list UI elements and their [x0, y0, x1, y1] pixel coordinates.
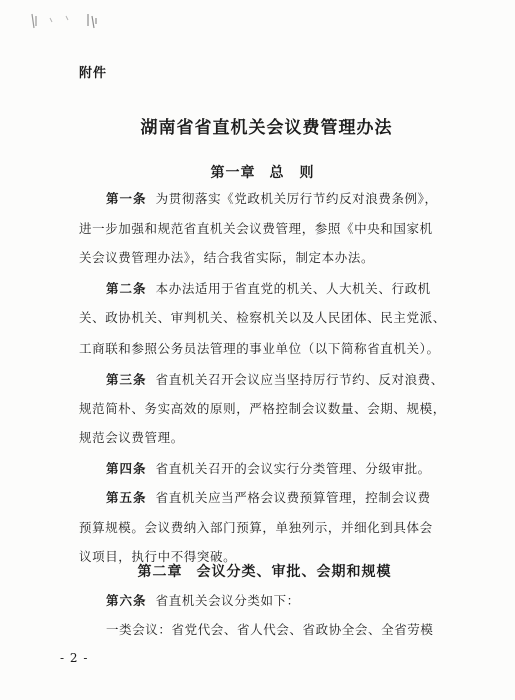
chapter-name: 总 则 — [269, 165, 315, 181]
article-5-line-3: 议项目，执行中不得突破。 — [79, 549, 237, 564]
article-3-line-3: 规范会议费管理。 — [79, 430, 184, 445]
page-number: - 2 - — [60, 651, 89, 665]
article-1-line-2: 进一步加强和规范省直机关会议费管理，参照《中央和国家机 — [79, 221, 433, 236]
chapter-name: 会议分类、审批、会期和规模 — [196, 564, 392, 580]
attachment-label: 附件 — [79, 66, 108, 81]
article-1-line-3: 关会议费管理办法》，结合我省实际，制定本办法。 — [79, 250, 375, 265]
chapter-heading-2 — [0, 561, 515, 581]
article-label: 第三条 — [106, 372, 147, 387]
chapter-number: 第一章 — [210, 165, 256, 181]
article-2-line-3: 工商联和参照公务员法管理的事业单位（以下简称省直机关）。 — [79, 341, 440, 356]
article-2-line-2: 关、政协机关、审判机关、检察机关以及人民团体、民主党派、 — [79, 310, 446, 325]
article-label: 第四条 — [106, 461, 147, 476]
article-3-line-2: 规范简朴、务实高效的原则，严格控制会议数量、会期、规模， — [79, 401, 446, 416]
article-5-line-2: 预算规模。会议费纳入部门预算，单独列示，并细化到具体会 — [79, 520, 433, 535]
category-1-line: 一类会议：省党代会、省人代会、省政协全会、全省劳模 — [106, 622, 434, 637]
article-3-line-1: 第三条 省直机关召开会议应当坚持厉行节约、反对浪费、 — [106, 372, 444, 387]
scan-artifact-marks — [28, 10, 108, 32]
chapter-number: 第二章 — [137, 564, 183, 580]
article-label: 第二条 — [106, 281, 147, 296]
article-label: 第一条 — [106, 191, 147, 206]
article-1-line-1: 第一条 为贯彻落实《党政机关厉行节约反对浪费条例》， — [106, 191, 438, 206]
article-4-line-1: 第四条 省直机关召开的会议实行分类管理、分级审批。 — [106, 461, 431, 476]
document-title: 湖南省省直机关会议费管理办法 — [140, 118, 393, 138]
article-label: 第六条 — [106, 593, 147, 608]
article-6-line-1: 第六条 省直机关会议分类如下： — [106, 593, 300, 608]
article-5-line-1: 第五条 省直机关应当严格会议费预算管理，控制会议费 — [106, 490, 431, 505]
article-2-line-1: 第二条 本办法适用于省直党的机关、人大机关、行政机 — [106, 281, 431, 296]
article-label: 第五条 — [106, 490, 147, 505]
chapter-heading-1 — [0, 162, 515, 182]
